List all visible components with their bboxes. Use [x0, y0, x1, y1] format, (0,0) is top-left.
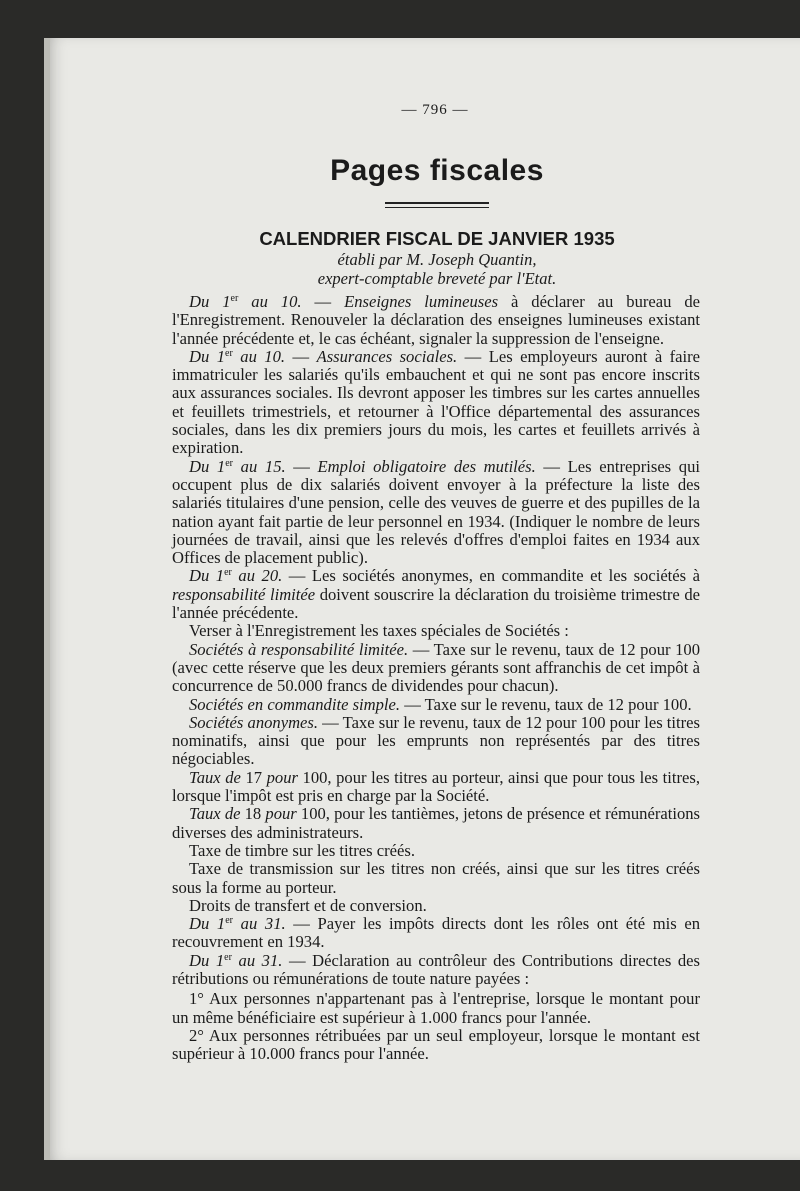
superscript: er: [224, 567, 232, 579]
paragraph-assurances: [172, 348, 700, 458]
calendar-title: CALENDRIER FISCAL DE JANVIER 1935: [259, 228, 615, 249]
topic: Emploi obligatoire des mutilés.: [317, 456, 536, 476]
title-rule: [385, 202, 489, 204]
author-line-1: établi par M. Joseph Quantin,: [337, 250, 537, 269]
date-to: au 31.: [240, 914, 286, 934]
paragraph-text: — Les employeurs auront à faire immatriculer les salariés qu'ils embauchent et qui ne sont pas encore inscrits aux assurances sociales. Ils devront apposer les timbres sur les cartes annuelles et feuillets trimestriels, et retourner à l'Office départemental des assurances sociales, dans les dix premiers jours du mois, les cartes et feuillets arrivés à expiration.: [172, 346, 701, 458]
paragraph-text: — Taxe sur le revenu, taux de 12 pour 100 (avec cette réserve que les deux premiers gérants sont affranchis de cet impôt à concurrence de 50.000 francs de dividendes pour chacun).: [172, 639, 701, 696]
date-from: Du 1: [189, 292, 231, 311]
section-title: Pages fiscales: [330, 154, 544, 187]
topic: Sociétés en commandite simple.: [189, 694, 401, 714]
date-to: au 20.: [238, 566, 283, 586]
superscript: er: [225, 915, 234, 927]
paragraph-text: 100, pour les tantièmes, jetons de présence et rémunérations diverses des administrateurs.: [172, 804, 700, 842]
document-body: [172, 293, 700, 1063]
topic: pour: [266, 767, 298, 787]
paragraph-verser: Verser à l'Enregistrement les taxes spéciales de Sociétés :: [189, 621, 569, 641]
date-to: au 10.: [240, 346, 286, 366]
paragraph-item-1: 1° Aux personnes n'appartenant pas à l'entreprise, lorsque le montant pour un même bénéficiaire est supérieur à 1.000 francs pour l'année.: [172, 989, 700, 1027]
paragraph-text: — Taxe sur le revenu, taux de 12 pour 100.: [400, 694, 692, 714]
paragraph-commandite: [172, 696, 700, 714]
superscript: er: [225, 347, 233, 359]
topic: Taux de: [189, 804, 241, 824]
paragraph-item-2: 2° Aux personnes rétribuées par un seul employeur, lorsque le montant est supérieur à 10.000 francs pour l'année.: [172, 1025, 700, 1064]
topic: Sociétés anonymes.: [189, 712, 319, 732]
topic: Sociétés à responsabilité limitée.: [189, 639, 409, 659]
paragraph-taux-17: [172, 769, 700, 806]
title-rule-thin: [385, 207, 489, 208]
paragraph-text: 100, pour les titres au porteur, ainsi que pour tous les titres, lorsque l'impôt est pris en charge par la Société.: [172, 767, 700, 806]
dash: —: [285, 456, 318, 476]
superscript: er: [230, 293, 239, 304]
paragraph-timbre: Taxe de timbre sur les titres créés.: [189, 840, 415, 860]
topic: Taux de: [189, 767, 241, 787]
topic: Enseignes lumineuses: [344, 292, 499, 311]
page-edge: [44, 38, 50, 1160]
dash: —: [285, 346, 317, 366]
date-to: au 31.: [238, 950, 283, 970]
author-line-2: expert-comptable breveté par l'Etat.: [317, 269, 557, 288]
paragraph-transmission: Taxe de transmission sur les titres non créés, ainsi que sur les titres créés sous la forme au porteur.: [172, 859, 700, 897]
topic: pour: [265, 804, 297, 824]
superscript: er: [225, 457, 234, 469]
paragraph-taux-18: [172, 805, 700, 842]
date-to: au 15.: [240, 456, 286, 476]
date-from: Du 1: [189, 950, 225, 970]
paragraph-text: à déclarer au bureau de l'Enregistrement. Renouveler la déclaration des enseignes lumineuses existant l'année précédente et, le cas échéant, signaler la suppression de l'enseigne.: [172, 292, 701, 348]
date-from: Du 1: [189, 346, 226, 366]
paragraph-enseignes: [172, 293, 700, 348]
date-from: Du 1: [189, 456, 226, 476]
paragraph-declaration-retributions: [172, 952, 700, 989]
date-to: au 10.: [251, 292, 302, 311]
topic: Assurances sociales.: [316, 346, 458, 366]
date-from: Du 1: [189, 914, 226, 934]
paragraph-text: — Taxe sur le revenu, taux de 12 pour 100 pour les titres nominatifs, ainsi que pour les emprunts non représentés par des titres négociables.: [172, 712, 700, 769]
rate-number: 17: [240, 767, 267, 787]
dash: —: [301, 292, 345, 311]
paragraph-impots-directs: [172, 915, 700, 952]
page-number: — 796 —: [401, 102, 469, 118]
date-from: Du 1: [189, 566, 225, 586]
paragraph-text: — Les entreprises qui occupent plus de dix salariés doivent envoyer à la préfecture la liste des salariés titulaires d'une pension, celle des veuves de guerre et des pupilles de la nation ayant fait partie de leur personnel en 1934. (Indiquer le nombre de leurs journées de travail, ainsi que les relevés d'offres d'emploi faites en 1934 aux Offices de placement public).: [172, 456, 700, 568]
topic: responsabilité limitée: [172, 584, 316, 604]
paragraph-mutiles: [172, 458, 700, 568]
paragraph-text: — Les sociétés anonymes, en commandite et les sociétés à: [282, 566, 700, 586]
paragraph-societes-declaration: [172, 567, 700, 622]
paragraph-text: doivent souscrire la déclaration du troisième trimestre de l'année précédente.: [172, 584, 701, 623]
superscript: er: [224, 951, 232, 963]
paragraph-text: — Payer les impôts directs dont les rôles ont été mis en recouvrement en 1934.: [172, 914, 701, 952]
rate-number: 18: [240, 804, 266, 824]
paragraph-transfert: Droits de transfert et de conversion.: [189, 895, 427, 915]
paragraph-anonymes: [172, 714, 700, 769]
paragraph-sarl: [172, 641, 700, 696]
paragraph-text: — Déclaration au contrôleur des Contributions directes des rétributions ou rémunérations de toute nature payées :: [172, 950, 700, 988]
